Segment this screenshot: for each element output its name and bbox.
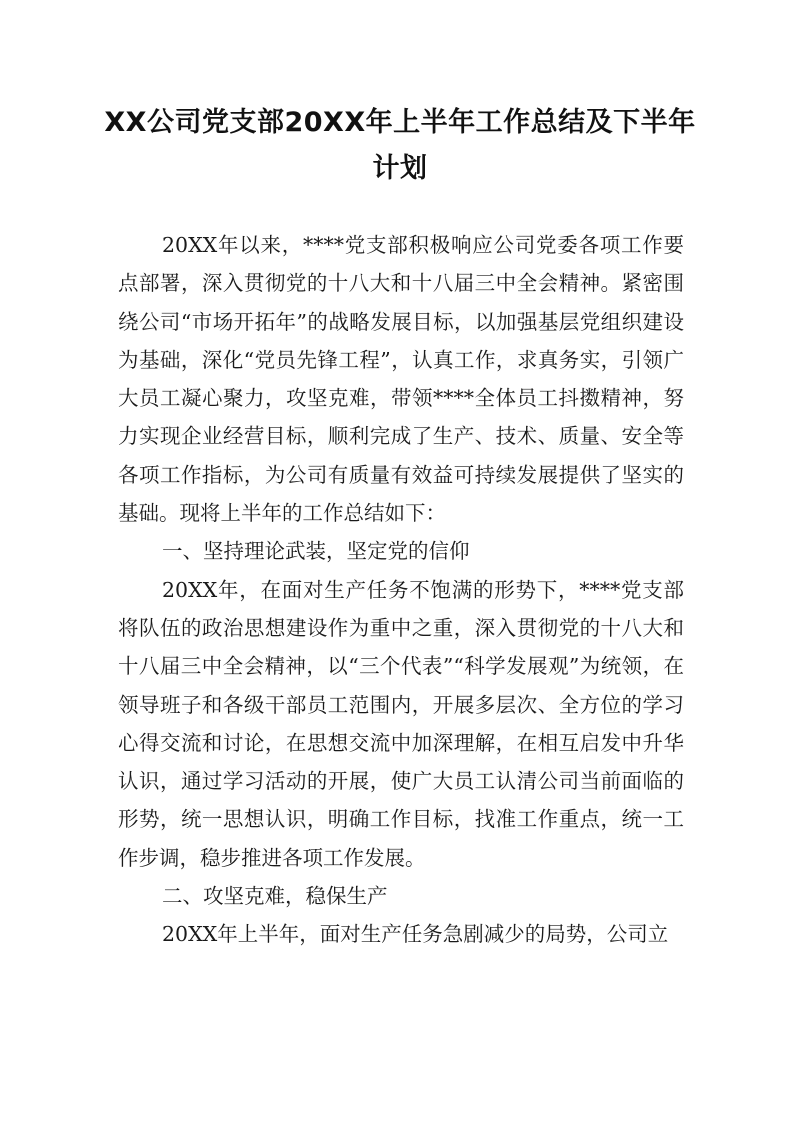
section-2-heading: 二、攻坚克难，稳保生产: [162, 884, 388, 909]
document-title: XX公司党支部20XX年上半年工作总结及下半年计划: [104, 107, 696, 184]
intro-paragraph: 20XX年以来，****党支部积极响应公司党委各项工作要点部署，深入贯彻党的十八大和十八届三中全会精神。紧密围绕公司“市场开拓年”的战略发展目标，以加强基层党组织建设为基础，深化“党员先锋工程”，认真工作，求真务实，引领广大员工凝心聚力，攻坚克难，带领****全体员工抖擞精神，努力实现企业经营目标，顺利完成了生产、技术、质量、安全等各项工作指标，为公司有质量有效益可持续发展提供了坚实的基础。现将上半年的工作总结如下：: [118, 233, 684, 526]
document-body: [118, 226, 684, 954]
section-1-heading: 一、坚持理论武装，坚定党的信仰: [162, 539, 470, 564]
section-2-paragraph: 20XX年上半年，面对生产任务急剧减少的局势，公司立: [162, 922, 669, 947]
section-1-paragraph: 20XX年，在面对生产任务不饱满的形势下，****党支部将队伍的政治思想建设作为重中之重，深入贯彻党的十八大和十八届三中全会精神，以“三个代表”“科学发展观”为统领，在领导班子和各级干部员工范围内，开展多层次、全方位的学习心得交流和讨论，在思想交流中加深理解，在相互启发中升华认识，通过学习活动的开展，使广大员工认清公司当前面临的形势，统一思想认识，明确工作目标，找准工作重点，统一工作步调，稳步推进各项工作发展。: [118, 577, 684, 870]
